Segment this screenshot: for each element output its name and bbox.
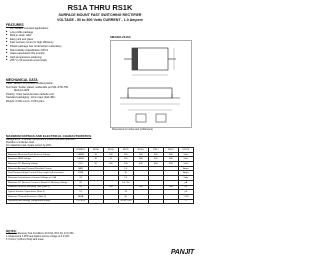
mechanical-line: Standard packaging: 12mm tape (EIA-481) xyxy=(6,96,56,100)
parameter-cell: Maximum Reverse Recovery Time (Note 1) xyxy=(7,185,74,190)
table-header-cell: UNITS xyxy=(178,148,193,153)
symbol-cell: CJ xyxy=(73,190,88,195)
feature-item: ■ Built-in strain relief xyxy=(6,34,101,38)
value-cell: ns xyxy=(178,185,193,190)
dimensions-note: Dimensions in inches and (millimeters) xyxy=(112,128,153,131)
package-label: SMA/DO-214AC xyxy=(110,35,131,39)
parameter-cell: Maximum Recurrent Peak Reverse Voltage xyxy=(7,152,74,157)
table-header-cell: RS1G xyxy=(133,148,148,153)
value-cell: Volts xyxy=(178,176,193,181)
table-header-cell: RS1K xyxy=(163,148,178,153)
feature-item: ■ Flammability Classification 94V-0 xyxy=(6,49,101,53)
ratings-notes xyxy=(6,138,192,147)
value-cell xyxy=(88,199,103,204)
notes-heading: NOTES: xyxy=(6,229,17,233)
value-cell: 30 xyxy=(118,171,133,176)
symbol-cell: IFSM xyxy=(73,171,88,176)
mechanical-line: Case: JEDEC DO-214AC molded plastic xyxy=(6,82,53,85)
feature-item: ■ Plastic package has Underwriters Laboratory xyxy=(6,45,101,49)
features-heading: FEATURES xyxy=(6,23,24,27)
value-cell: 250 xyxy=(133,185,148,190)
value-cell: 400 xyxy=(133,162,148,167)
symbol-cell: VDC xyxy=(73,162,88,167)
value-cell xyxy=(133,199,148,204)
mechanical-heading: MECHANICAL DATA xyxy=(6,78,38,82)
value-cell: 140 xyxy=(118,157,133,162)
symbol-cell: IR xyxy=(73,180,88,185)
parameter-cell: Typical Junction Capacitance (Note 2) xyxy=(7,190,74,195)
brand-logo-name: PAN xyxy=(170,249,185,256)
parameter-cell: Maximum Instantaneous Forward Voltage at 1.0A xyxy=(7,176,74,181)
table-header-cell: RS1D xyxy=(118,148,133,153)
value-cell: Volts xyxy=(178,152,193,157)
symbol-cell: RθJA xyxy=(73,194,88,199)
value-cell: 200 xyxy=(118,152,133,157)
feature-item: ■ Low profile package xyxy=(6,31,101,35)
symbol-cell: I(AV) xyxy=(73,166,88,171)
value-cell xyxy=(163,199,178,204)
mechanical-line: Terminals: Solder plated, solderable per MIL-STD-750, xyxy=(6,85,69,89)
ratings-title: MAXIMUM RATINGS AND ELECTRICAL CHARACTERISTICS xyxy=(6,134,92,138)
symbol-cell: VRMS xyxy=(73,157,88,162)
symbol-cell: trr xyxy=(73,185,88,190)
value-cell: 600 xyxy=(148,162,163,167)
value-cell: Amps xyxy=(178,171,193,176)
value-cell: µA xyxy=(178,180,193,185)
ratings-table xyxy=(6,147,194,204)
symbol-cell: VRRM xyxy=(73,152,88,157)
parameter-cell: Maximum DC Reverse Current at Rated DC Blocking Voltage xyxy=(7,180,74,185)
feature-item: ■ Easy pick and place xyxy=(6,38,101,42)
parameter-cell: Maximum Average Forward Rectified Current xyxy=(7,166,74,171)
table-row xyxy=(7,199,194,204)
value-cell: 5.0 / 50 xyxy=(118,180,133,185)
value-cell: 420 xyxy=(148,157,163,162)
value-cell: pF xyxy=(178,190,193,195)
value-cell: 100 xyxy=(103,162,118,167)
table-header-cell: RS1A xyxy=(88,148,103,153)
value-cell: -55 to +150 xyxy=(120,200,132,203)
value-cell: 100 xyxy=(103,152,118,157)
package-outline-drawing xyxy=(110,40,192,128)
value-cell: 1.0 xyxy=(118,166,133,171)
table-header-cell: SYMBOL xyxy=(73,148,88,153)
value-cell: 600 xyxy=(148,152,163,157)
value-cell: 500 xyxy=(163,185,178,190)
value-cell: 280 xyxy=(133,157,148,162)
features-list xyxy=(6,27,101,63)
feature-item: ■ Fast recovery times for high efficiency xyxy=(6,41,101,45)
feature-item: ■ 260 °C /10 seconds at terminals xyxy=(6,59,101,63)
note-item: 1. Reverse Recovery Test Conditions: IF=0.5A, IR=1.0A, Irr=0.25A xyxy=(6,233,74,235)
value-cell: Volts xyxy=(178,157,193,162)
value-cell: °C/W xyxy=(178,194,193,199)
page-title: RS1A THRU RS1K xyxy=(67,3,133,12)
table-header-cell: RS1J xyxy=(148,148,163,153)
mechanical-line: Polarity: Color band denotes cathode end xyxy=(6,92,54,96)
feature-item: ■ Glass passivated chip junction xyxy=(6,52,101,56)
value-cell xyxy=(148,199,163,204)
value-cell: 70 xyxy=(103,157,118,162)
ratings-note: Ratings at 25 °C ambient temperature unless otherwise specified. xyxy=(6,138,76,141)
brand-logo-suffix: JIT xyxy=(184,249,194,256)
value-cell: Volts xyxy=(178,162,193,167)
value-cell: 60 xyxy=(118,194,133,199)
value-cell: 200 xyxy=(118,162,133,167)
mechanical-line: Weight: 0.002 ounce, 0.064 gram xyxy=(6,99,45,103)
table-header-cell: RS1B xyxy=(103,148,118,153)
table-body xyxy=(7,152,194,204)
note-item: 3. 8.0mm² (.013mm thick) land areas xyxy=(6,239,44,242)
feature-item: ■ High temperature soldering: xyxy=(6,56,101,60)
value-cell: 50 xyxy=(88,152,103,157)
symbol-cell: VF xyxy=(73,176,88,181)
brand-logo xyxy=(171,249,194,256)
parameter-cell: Operating and Storage Temperature Range xyxy=(7,199,74,204)
value-cell xyxy=(103,199,118,204)
value-cell: °C xyxy=(178,199,193,204)
value-cell: 800 xyxy=(163,162,178,167)
value-cell: 1.3 xyxy=(118,176,133,181)
feature-item: ■ For surface mounted applications xyxy=(6,27,101,31)
notes-list xyxy=(6,233,156,243)
parameter-cell: Maximum Thermal Resistance (Note 3) xyxy=(7,194,74,199)
ratings-note: Resistive or inductive load. xyxy=(6,141,35,144)
parameter-cell: Maximum DC Blocking Voltage xyxy=(7,162,74,167)
page-subtitle: SURFACE MOUNT FAST SWITCHING RECTIFIER xyxy=(58,13,142,17)
mechanical-data xyxy=(6,82,102,104)
value-cell: 50 xyxy=(88,162,103,167)
value-cell: 35 xyxy=(88,157,103,162)
parameter-cell: Peak Forward Surge Current 8.3ms single half sine-wave xyxy=(7,171,74,176)
value-cell: 800 xyxy=(163,152,178,157)
parameter-cell: Maximum RMS Voltage xyxy=(7,157,74,162)
value-cell: 560 xyxy=(163,157,178,162)
value-cell: 15 xyxy=(118,190,133,195)
value-cell: 400 xyxy=(133,152,148,157)
value-cell: Amps xyxy=(178,166,193,171)
ratings-note: For capacitive load, derate current by 20%. xyxy=(6,144,52,147)
mechanical-line: Method 2026 xyxy=(14,89,30,93)
symbol-cell: TJ,TSTG xyxy=(73,199,88,204)
value-cell: 150 xyxy=(103,185,118,190)
page-subtitle-ratings: VOLTAGE - 50 to 800 Volts CURRENT - 1.0 Ampere xyxy=(57,18,143,22)
note-item: 2. Measured at 1 MHz and Applied reverse voltage of 4.0 VDC xyxy=(6,236,70,239)
